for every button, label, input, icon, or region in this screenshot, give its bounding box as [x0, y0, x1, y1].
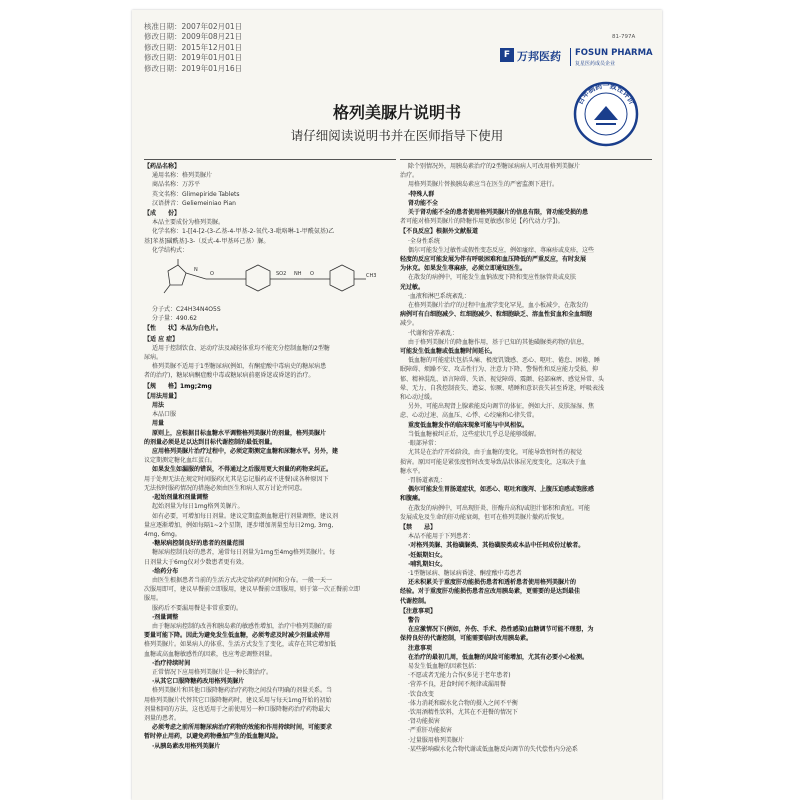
section-heading-character: 【性 状】本品为白色片。 — [144, 325, 223, 333]
subheading: ·血液和淋巴系统紊乱： — [408, 292, 470, 300]
text-line: 格列美脲片和其他口服降糖药治疗药物之间没有明确的剂量关系。当 — [152, 687, 333, 695]
list-item: ·饮食改变 — [408, 690, 434, 698]
text-line: 在散发的病例中，可出现肝炎、肝酶升高和/或胆汁郁积和黄疸。可能 — [408, 504, 591, 512]
text-line: 暂时停止用药，以避免药物叠加产生的低血糖风险。 — [144, 733, 283, 741]
text-line: 减少。 — [400, 320, 419, 328]
subheading: ·眼部异常： — [408, 440, 440, 448]
text-line: 议定期测定糖化血红蛋白。 — [144, 457, 217, 465]
date-line: 修改日期：2009年08月21日 — [144, 32, 243, 42]
text-line: 由于糖尿病控制的改善和胰岛素的敏感性增加，治疗中格列美脲的需 — [152, 622, 333, 630]
text-line: 由于格列美脲片的降血糖作用，基于已知的其他磺脲类药物的信息， — [408, 338, 589, 346]
text-line: ·妊娠期妇女。 — [408, 551, 447, 559]
text-line: 易发生低血糖的因素包括： — [408, 662, 481, 670]
seal-text: 百年制药一致性评价 — [576, 82, 636, 106]
text-line: 损害。原因可能是紧张度暂时改变导致晶状体屈光度变化，这取决于血 — [400, 458, 587, 466]
list-item: ·某些影响碳水化合物代谢或低血糖反向调节的失代偿性内分泌系 — [408, 745, 578, 753]
text-line: 如果发生如漏服的错误，不得通过之后服用更大剂量的药物来纠正。 — [152, 466, 333, 474]
section-heading-adverse-reactions: 【不良反应】根据外文献报道 — [400, 228, 479, 236]
date-line: 修改日期：2019年01月16日 — [144, 63, 243, 73]
text-line: 轻度的反应可能发展为伴有呼吸困难和血压降低的严重反应，有时发展 — [400, 256, 587, 264]
text-line: 血糖或高血糖敏感性的因素，也应考虑调整剂量。 — [144, 650, 277, 658]
text-line: 光过敏。 — [400, 283, 425, 291]
text-line: 4mg, 6mg。 — [144, 530, 181, 538]
document-subtitle: 请仔细阅读说明书并在医师指导下使用 — [290, 128, 504, 143]
subheading: ·从其它口服降糖药改用格列美脲片 — [152, 678, 245, 686]
subheading: ·代谢和营养紊乱： — [408, 329, 458, 337]
section-heading-name: 【药品名称】 — [144, 163, 181, 170]
text-line: ·对格列美脲、其他磺脲类、其他磺胺类或本品中任何成份过敏者。 — [408, 542, 585, 550]
text-line: 偶尔可能发生过敏性或假性变态反应，例如瘙痒、荨麻疹或皮疹，这些 — [408, 246, 595, 254]
list-item: ·饮用酒精性饮料，尤其在不进餐的情况下 — [408, 708, 518, 716]
text-line: 还未积累关于重度肝功能损伤患者和透析患者使用格列美脲片的 — [408, 579, 577, 587]
text-line: 和心动过缓。 — [400, 394, 437, 402]
logo-divider — [570, 48, 571, 66]
text-line: 在治疗的最初几周，低血糖的风险可能增加，尤其有必要小心检测。 — [408, 653, 589, 661]
left-column — [144, 158, 396, 751]
section-heading-contraindications: 【禁 忌】 — [400, 523, 437, 531]
text-line: 另外，可能出现肾上腺素能反向调节的体征，例如大汗、皮肤湿湿、焦 — [408, 403, 595, 411]
text-line: 由医生根据患者当前的生活方式决定给药的时间和分布。一般一天一 — [152, 576, 333, 584]
subheading: 肾功能不全 — [408, 199, 439, 207]
document-title: 格列美脲片说明书 — [332, 103, 461, 122]
subheading: ·起始剂量和剂量调整 — [152, 494, 209, 502]
subheading: ·特殊人群 — [408, 190, 435, 198]
text-line: 糖尿病控制良好的患者，通常每日剂量为1mg至4mg格列美脲片。每 — [152, 549, 335, 557]
text-line: 分子式：C24H34N4O5S — [152, 306, 221, 314]
text-line: 必须考虑之前所用糖尿病治疗药物的效能和作用持续时间，可能要求 — [152, 724, 333, 732]
section-heading-specification: 【规 格】1mg;2mg — [144, 382, 212, 390]
list-item: ·严重肝功能损害 — [408, 727, 452, 735]
leaflet-sheet — [132, 10, 662, 800]
subheading: ·给药分布 — [152, 567, 179, 575]
text-line: 低血糖的可能症状包括头痛、极度饥饿感、恶心、呕吐、倦怠、困倦、睡 — [408, 357, 601, 365]
text-line: 尿病。 — [144, 354, 163, 362]
text-line: 可能发生低血糖或低血糖时间延长。 — [400, 348, 497, 356]
svg-text:SO2: SO2 — [276, 271, 287, 278]
list-item: ·营养不良，进食时间不规律或漏用餐 — [408, 681, 506, 689]
text-line: 格列美脲不适用于1型糖尿病(例如，有酮症酸中毒病史的糖尿病患 — [152, 363, 327, 371]
text-line: 剂量相同的方法，这也适用于之前使用另一种口服降糖药治疗药物最大 — [144, 705, 331, 713]
text-line: 应用格列美脲片治疗过程中，必须定期测定血糖和尿糖水平。另外，建 — [152, 448, 339, 456]
text-line: 化学结构式： — [152, 246, 189, 254]
text-line: 用格列美脲片代替其它口服降糖药时，建议采用与每天1mg开始的初始 — [144, 696, 332, 704]
section-heading-usage: 【用法用量】 — [144, 392, 181, 400]
text-line: 商品名称：万苏平 — [152, 181, 201, 189]
text-line: 服用。 — [144, 595, 163, 603]
subheading: ·治疗持续时间 — [152, 659, 191, 667]
subheading: ·剂量调整 — [152, 613, 179, 621]
date-line: 修改日期：2019年01月01日 — [144, 53, 243, 63]
logo-cn-text: 万邦医药 — [517, 50, 561, 63]
text-line: 郁、精神混乱、语言障碍、失语、视觉障碍、震颤、轻部麻痹、感觉异常、头 — [400, 375, 605, 383]
text-line: 保持良好的代谢控制，可能需要临时改用胰岛素。 — [400, 635, 533, 643]
text-line: 在散发的病例中，可能发生血钠浓度下降和变应性脉管炎或皮肤 — [408, 274, 577, 282]
text-line: 要量可能下降。因此为避免发生低血糖，必须考虑及时减少剂量或停用 — [144, 632, 331, 640]
text-line: 正常情况下应用格列美脲片是一种长期治疗。 — [152, 668, 273, 676]
text-line: 经验。对于重度肝功能损伤患者应改用胰岛素，更需要的是达到最佳 — [400, 588, 581, 596]
text-line: 基]苯基]磺酰基]-3-（反式-4-甲基环己基）脲。 — [144, 237, 270, 245]
subheading: 用法 — [152, 402, 165, 410]
text-line: 在应激情况下(例如，外伤、手术、热性感染)血糖调节可能不理想，为 — [408, 626, 594, 634]
section-rule — [400, 159, 652, 160]
date-line: 核准日期：2007年02月01日 — [144, 22, 243, 31]
text-line: 起始剂量为每日1mg格列美脲片。 — [152, 503, 244, 511]
section-rule — [144, 159, 396, 160]
subheading: 注意事项 — [408, 644, 433, 652]
text-line: 用格列美脲片替换胰岛素应当在医生的严密监测下进行。 — [408, 181, 559, 189]
text-line: 次服用即可，建议早餐前立即服用，建议早餐前立即服用，则于第一次正餐前立即 — [144, 586, 361, 594]
text-line: 本品主要成份为格列美脲。 — [152, 219, 225, 227]
chemical-structure — [144, 257, 396, 303]
doc-code: 81-797A — [612, 34, 636, 40]
text-line: 本品口服 — [152, 411, 177, 419]
section-heading-precautions: 【注意事项】 — [400, 607, 437, 615]
section-heading-composition: 【成 份】 — [144, 210, 181, 218]
text-line: 无法按时服药情况的措施必须由医生和病人双方讨论并同意。 — [144, 484, 307, 492]
text-line: ·1型糖尿病、糖尿病昏迷、酮症酸中毒患者 — [408, 569, 522, 577]
text-line: 服药后不要漏用餐是非常重要的。 — [152, 604, 243, 612]
company-logo — [500, 46, 660, 72]
subheading: 用量 — [152, 420, 165, 428]
list-item: ·肾功能损害 — [408, 718, 440, 726]
text-line: 的剂量必须是足以达到目标代谢控制的最低剂量。 — [144, 438, 277, 446]
text-line: 为休克。如果发生荨麻疹，必须立即通知医生。 — [400, 265, 527, 273]
text-line: 糖水平。 — [400, 467, 425, 475]
text-line: ·哺乳期妇女。 — [408, 560, 447, 568]
text-line: 尤其是在治疗开始阶段，由于血糖的变化，可能导致暂时性的视觉 — [408, 449, 583, 457]
text-line: 当低血糖被纠正后，这些症状几乎总是能够缓解。 — [408, 430, 541, 438]
text-line: 眠障碍、烦躁不安、攻击性行为、注意力下降、警惕性和反应能力受损，抑 — [400, 366, 599, 374]
approval-dates — [144, 22, 242, 74]
svg-text:O: O — [310, 271, 314, 278]
logo-sub-text: 复星医药成员企业 — [575, 61, 616, 67]
text-line: 代谢控制。 — [400, 597, 431, 605]
list-item: ·过量服用格列美脲片 — [408, 736, 464, 744]
text-line: 适用于控制饮食、运动疗法及减轻体重均不能充分控制血糖的2型糖 — [152, 344, 330, 352]
text-line: 格列美脲片。如果病人的体重、生活方式发生了变化，或存在其它增加低 — [144, 641, 337, 649]
text-line: 虑、心动过速、高血压、心悸、心绞痛和心律失常。 — [400, 412, 539, 420]
text-line: 分子量：490.62 — [152, 315, 197, 323]
text-line: 如有必要，可增加每日剂量。建议定期监测血糖进行剂量调整，建议剂 — [152, 512, 339, 520]
section-heading-indication: 【适 应 症】 — [144, 335, 179, 343]
text-line: 除个别情况外，用胰岛素治疗的2型糖尿病病人可改用格列美脲片 — [408, 163, 580, 170]
text-line: 日剂量大于6mg仅对少数患者更有效。 — [144, 558, 248, 566]
subheading: 警告 — [408, 616, 421, 624]
text-line: 重度低血糖发作的临床现象可能与中风相似。 — [408, 421, 529, 429]
list-item: ·不愿或者无能力合作(多见于老年患者) — [408, 672, 511, 680]
subheading: ·糖尿病控制良好的患者的剂量范围 — [152, 540, 245, 548]
text-line: 英文名称：Glimepiride Tablets — [152, 190, 240, 198]
text-line: 汉语拼音：Geliemeiniao Pian — [152, 199, 236, 207]
text-line: 发展成危及生命的肝功能衰竭，但可在格列美脲片撤药后恢复。 — [400, 513, 569, 521]
text-line: 者的治疗)，糖尿病酮症酸中毒或糖尿病前驱昏迷或昏迷的治疗。 — [144, 372, 315, 380]
subheading: ·胃肠道紊乱： — [408, 476, 446, 484]
date-line: 修改日期：2015年12月01日 — [144, 42, 243, 52]
text-line: 通用名称：格列美脲片 — [152, 172, 213, 180]
chemical-structure-diagram — [154, 257, 384, 303]
text-line: 用于处理无法在规定时间服药(尤其是忘记服药或不进餐)或各种原因下 — [144, 475, 329, 483]
text-line: 在格列美脲片治疗的过程中血液学变化罕见，血小板减少，在散发的 — [408, 302, 589, 310]
text-line: 量应逐渐增加，例如每隔1~2个星期，逐步增加剂量至每日2mg, 3mg, — [144, 521, 334, 529]
svg-text:N: N — [194, 267, 198, 274]
svg-text:CH3: CH3 — [366, 273, 377, 280]
svg-text:O: O — [210, 271, 214, 278]
logo-mark-icon: F — [500, 48, 514, 62]
text-line: 者可能对格列美脲片的降糖作用更敏感(参见【药代动力学】)。 — [400, 218, 564, 226]
text-line: 治疗。 — [400, 172, 419, 180]
text-line: 病例可有白细胞减少、红细胞减少、粒细胞缺乏、溶血性贫血和全血细胞 — [400, 311, 593, 319]
text-line: 化学名称：1-[[4-[2-(3-乙基-4-甲基-2-氧代-3-吡咯啉-1-甲酰氨基)乙 — [152, 228, 335, 236]
text-line: ·从胰岛素改用格列美脲片 — [152, 742, 221, 750]
text-line: 和腹痛。 — [400, 495, 425, 503]
text-line: 偶尔可能发生胃肠道症状，如恶心、呕吐和腹泻、上腹压迫感或饱胀感 — [408, 486, 595, 494]
subheading: ·全身性系统 — [408, 237, 440, 245]
right-column — [400, 158, 652, 754]
svg-text:NH: NH — [294, 271, 302, 278]
list-item: ·体力消耗和碳水化合物的摄入之间不平衡 — [408, 699, 518, 707]
text-line: 本品不能用于下列患者： — [408, 533, 475, 541]
text-line: 剂量的患者。 — [144, 714, 181, 722]
text-line: 晕、无力、自我控制丧失、谵妄、惊厥、嗜睡和意识丧失甚至昏迷，呼吸表浅 — [400, 384, 605, 392]
text-line: 关于肾功能不全的患者使用格列美脲片的信息有限，肾功能受损的患 — [408, 209, 589, 217]
text-line: 原则上，应根据目标血糖水平调整格列美脲片的剂量，格列美脲片 — [152, 429, 327, 437]
logo-en-text: FOSUN PHARMA — [575, 48, 653, 58]
